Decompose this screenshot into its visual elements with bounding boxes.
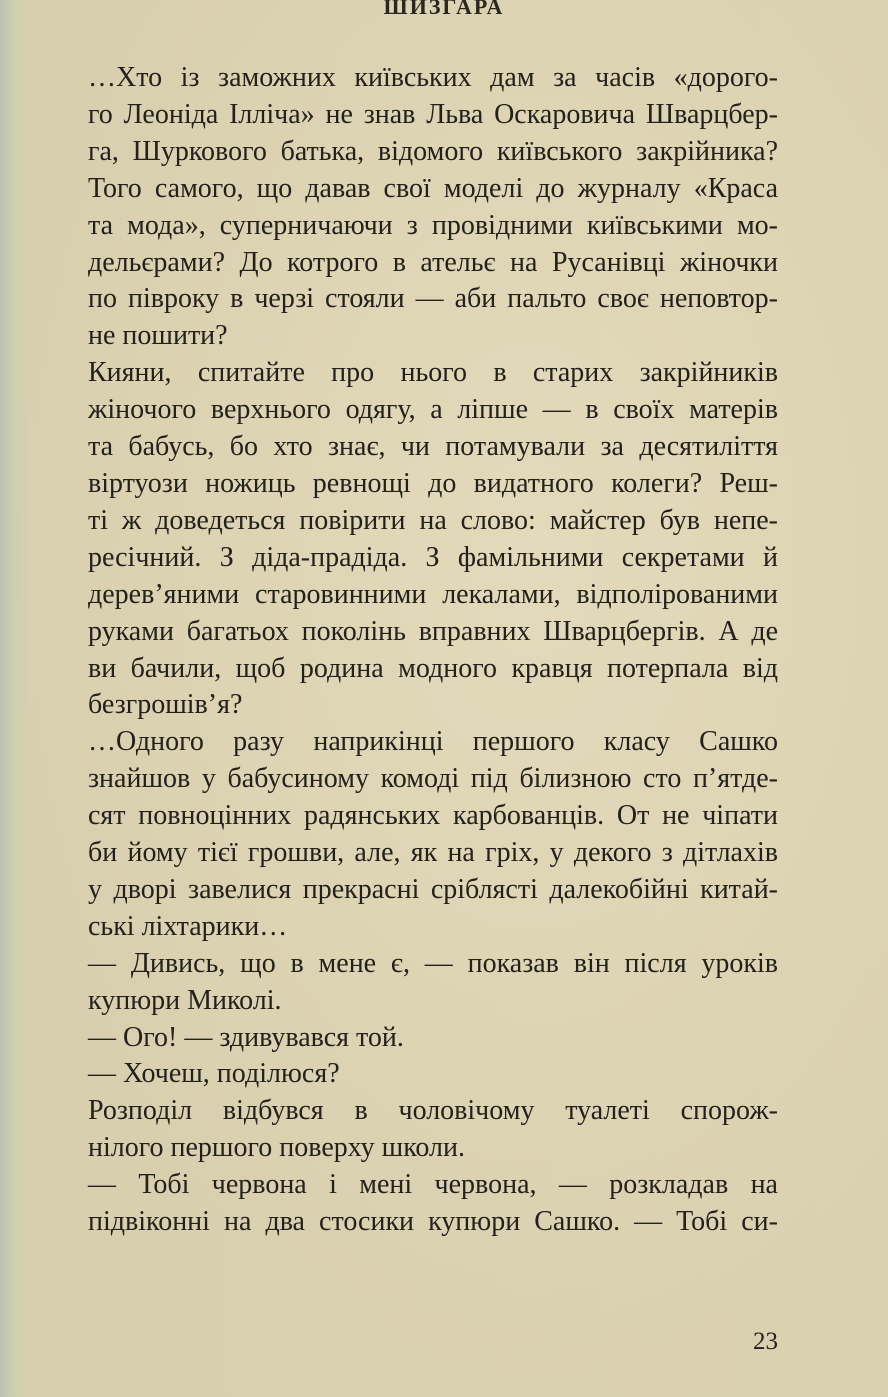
text-line: ські ліхтарики… (88, 910, 288, 942)
text-line: — Хочеш, поділюся? (88, 1058, 340, 1090)
text-line: руками багатьох поколінь вправних Шварцбергів. А де (88, 615, 778, 647)
text-line: купюри Миколі. (88, 984, 282, 1016)
paragraph (34, 355, 778, 724)
paragraph (34, 724, 778, 945)
text-line: не пошити? (88, 320, 228, 352)
text-line: — Ого! — здивувався той. (88, 1021, 404, 1053)
text-line: би йому тієї грошви, але, як на гріх, у декого з дітлахів (88, 837, 778, 869)
text-line: Розподіл відбувся в чоловічому туалеті спорож- (88, 1095, 778, 1127)
text-line: сят повноцінних радянських карбованців. От не чіпати (88, 800, 778, 832)
body-text (34, 60, 778, 1241)
text-line: по півроку в черзі стояли — аби пальто своє неповтор- (88, 283, 778, 315)
paragraph (34, 1093, 778, 1167)
paragraph (34, 1020, 778, 1057)
text-line: — Дивись, що в мене є, — показав він після уроків (88, 947, 778, 979)
text-line: дельєрами? До котрого в ательє на Русанівці жіночки (88, 246, 778, 278)
text-line: віртуози ножиць ревнощі до видатного колеги? Реш- (88, 467, 778, 499)
text-line: Кияни, спитайте про нього в старих закрійників (88, 357, 778, 389)
text-line: …Одного разу наприкінці першого класу Сашко (88, 726, 778, 758)
text-line: — Тобі червона і мені червона, — розкладав на (88, 1169, 778, 1201)
text-line: га, Шуркового батька, відомого київського закрійника? (88, 135, 778, 167)
text-line: та бабусь, бо хто знає, чи потамували за десятиліття (88, 431, 778, 463)
text-line: ви бачили, щоб родина модного кравця потерпала від (88, 652, 778, 684)
text-line: Того самого, що давав свої моделі до журналу «Краса (88, 172, 778, 204)
running-head: ШИЗГАРА (383, 0, 505, 19)
text-line: …Хто із заможних київських дам за часів «дорого- (88, 62, 778, 93)
text-line: нілого першого поверху школи. (88, 1132, 466, 1164)
text-line: та мода», суперничаючи з провідними київськими мо- (88, 209, 778, 241)
paragraph (34, 946, 778, 1020)
page-number: 23 (753, 1328, 778, 1355)
text-line: знайшов у бабусиному комоді під білизною сто п’ятде- (88, 763, 778, 795)
text-line: ресічний. З діда-прадіда. З фамільними секретами й (88, 541, 778, 573)
text-line: дерев’яними старовинними лекалами, відполірованими (88, 578, 778, 610)
text-line: безгрошів’я? (88, 689, 243, 721)
text-line: підвіконні на два стосики купюри Сашко. — Тобі си- (88, 1206, 778, 1238)
paragraph (34, 1056, 778, 1093)
text-line: жіночого верхнього одягу, а ліпше — в своїх матерів (88, 394, 778, 426)
text-line: у дворі завелися прекрасні сріблясті далекобійні китай- (88, 873, 778, 905)
paragraph (34, 60, 778, 355)
text-line: ті ж доведеться повірити на слово: майстер був непе- (88, 504, 778, 536)
paragraph (34, 1167, 778, 1241)
text-line: го Леоніда Ілліча» не знав Льва Оскаровича Шварцбер- (88, 98, 778, 130)
